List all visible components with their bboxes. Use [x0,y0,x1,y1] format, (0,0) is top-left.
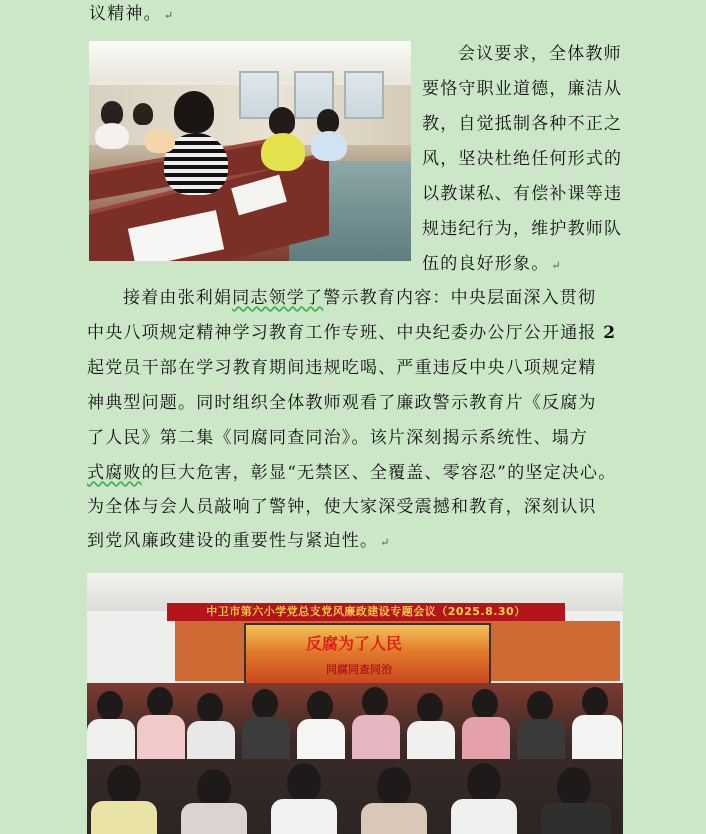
text-run: 起党员干部在学习教育期间违规吃喝、严重违反中央八项规定精 [87,358,597,378]
warning-line-6 [87,463,616,483]
text-run: 接着由张利娟 [123,288,233,308]
audience-head [527,691,553,721]
audience-body [462,717,510,759]
audience [87,683,623,834]
audience-body [517,719,565,759]
grammar-flag: 同志领学了 [232,288,324,308]
screen-title: 反腐为了人民 [306,634,403,653]
teachers-meeting-photo [89,41,411,261]
text-run: 议精神。 [89,4,162,24]
report-count: 2 [603,323,617,343]
auditorium-meeting-photo [87,573,623,834]
photo-person-body [95,123,129,149]
requirement-line-1: 会议要求，全体教师 [458,44,622,64]
requirement-line-4: 风，坚决杜绝任何形式的 [422,149,623,169]
paragraph-mark: ↵ [380,536,391,549]
audience-body [352,715,400,759]
audience-head [582,687,608,717]
requirement-line-5: 以教谋私、有偿补课等违 [422,184,623,204]
warning-line-3 [87,358,597,378]
warning-line-2 [87,323,622,343]
audience-head [377,767,411,807]
photo-person-head [269,107,295,135]
audience-head [557,767,591,807]
warning-line-4: 神典型问题。同时组织全体教师观看了廉政警示教育片《反腐为 [87,393,597,413]
photo-person-head [133,103,153,125]
audience-body [87,719,135,759]
audience-head [417,693,443,723]
audience-body [297,719,345,759]
audience-head [252,689,278,719]
audience-body [361,803,427,834]
warning-line-8 [87,531,391,553]
audience-body [181,803,247,834]
photo-person-head [317,109,339,133]
photo-window [344,71,384,119]
text-run: 警示教育内容：中央层面深入贯彻 [323,288,597,308]
audience-body [137,715,185,759]
audience-body [187,721,235,759]
audience-body [541,803,611,834]
grammar-flag: 式腐败 [87,463,142,483]
audience-head [107,765,141,805]
audience-body [242,717,290,759]
warning-line-5: 了人民》第二集《同腐同查同治》。该片深刻揭示系统性、塌方 [87,428,589,448]
photo-person-head [101,101,123,125]
projection-screen [244,623,491,687]
audience-head [467,763,501,803]
text-run: 伍的良好形象。 [422,254,550,274]
warning-line-7: 为全体与会人员敲响了警钟，使大家深受震撼和教育，深刻认识 [87,497,597,517]
photo-person-body [145,129,175,153]
photo-person-body [261,133,305,171]
audience-head [197,693,223,723]
requirement-line-6: 规违纪行为，维护教师队 [422,219,623,239]
audience-head [287,763,321,803]
paragraph-mark: ↵ [551,259,562,272]
meeting-banner: 中卫市第六小学党总支党风廉政建设专题会议（2025.8.30） [167,603,565,621]
audience-body [271,799,337,834]
audience-head [147,687,173,717]
requirement-line-3: 教，自觉抵制各种不正之 [422,114,623,134]
paragraph-prev-tail [89,4,174,26]
audience-head [97,691,123,721]
audience-head [307,691,333,721]
text-run: 中央八项规定精神学习教育工作专班、中央纪委办公厅公开通报 [87,323,597,343]
audience-head [362,687,388,717]
paragraph-mark: ↵ [163,9,175,22]
screen-subtitle: 同腐同查同治 [326,663,392,676]
audience-body [451,799,517,834]
requirement-line-7 [422,254,562,276]
text-run: 到党风廉政建设的重要性与紧迫性。 [87,531,379,551]
photo-person-body [311,131,347,161]
requirement-line-2: 要恪守职业道德，廉洁从 [422,79,623,99]
audience-head [472,689,498,719]
photo-person-head [174,91,214,133]
text-run: 的巨大危害，彰显“无禁区、全覆盖、零容忍”的坚定决心。 [141,463,617,483]
audience-body [572,715,622,759]
audience-body [91,801,157,834]
audience-body [407,721,455,759]
warning-line-1 [123,288,596,308]
